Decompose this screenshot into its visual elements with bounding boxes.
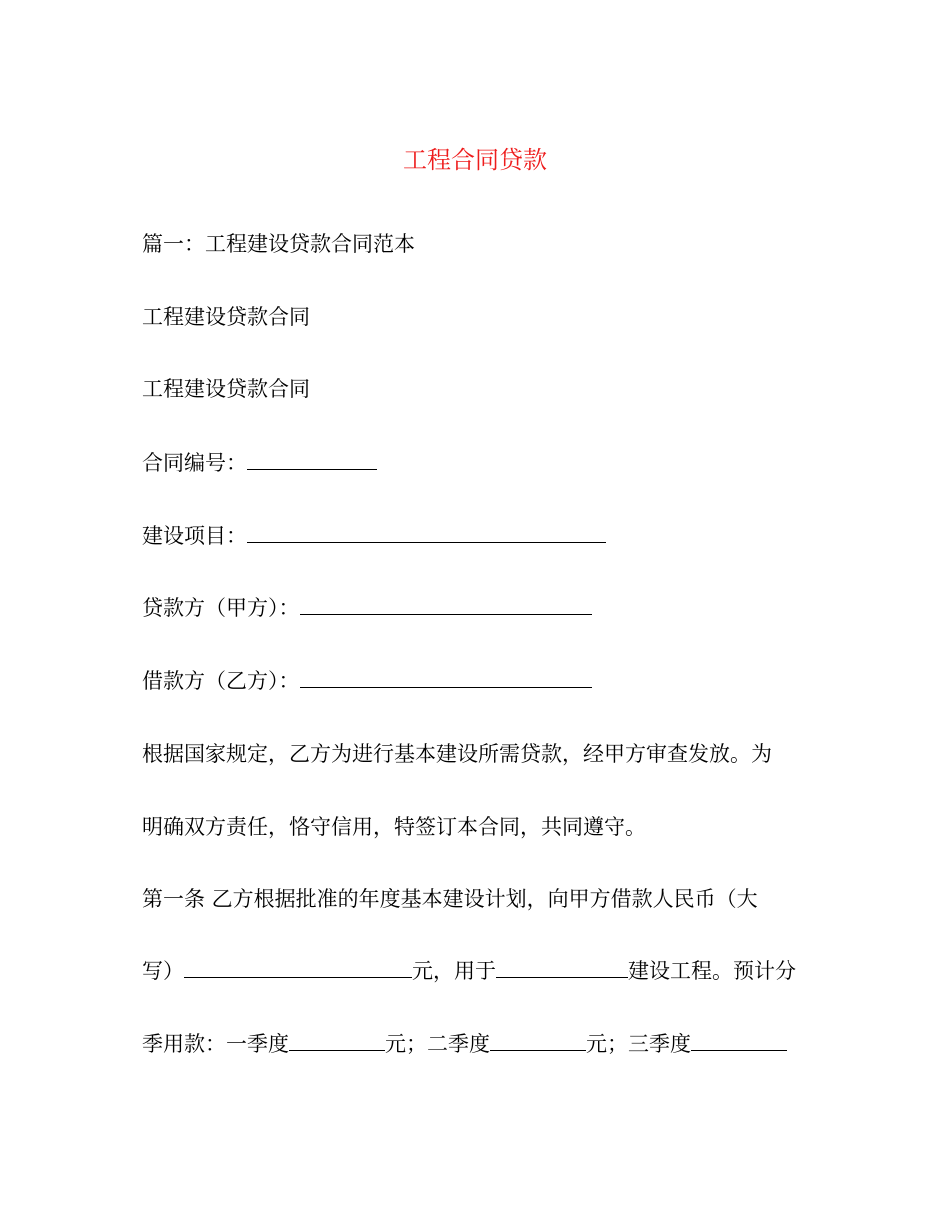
quarterly-usage-row [142, 1029, 787, 1059]
contract-number-row [142, 448, 377, 478]
project-blank[interactable] [247, 522, 606, 543]
quarter-one-blank[interactable] [289, 1030, 385, 1051]
contract-number-blank[interactable] [247, 449, 377, 470]
borrower-label: 借款方（乙方）： [142, 669, 300, 693]
quarter-one-label: 季用款：一季度 [142, 1032, 289, 1056]
article-one-amount-row [142, 956, 796, 986]
borrower-blank[interactable] [300, 667, 592, 688]
contract-subheading: 工程建设贷款合同 [142, 377, 310, 401]
contract-number-label: 合同编号： [142, 451, 247, 475]
chapter-heading: 篇一：工程建设贷款合同范本 [142, 232, 415, 256]
project-use-blank[interactable] [496, 957, 628, 978]
paragraph-line: 明确双方责任，恪守信用，特签订本合同，共同遵守。 [142, 815, 646, 839]
quarter-three-blank[interactable] [691, 1030, 787, 1051]
project-row [142, 521, 606, 551]
quarter-two-blank[interactable] [490, 1030, 586, 1051]
amount-blank[interactable] [184, 957, 412, 978]
paragraph-line: 根据国家规定，乙方为进行基本建设所需贷款，经甲方审查发放。为 [142, 742, 772, 766]
article-one-line: 第一条 乙方根据批准的年度基本建设计划，向甲方借款人民币（大 [142, 887, 758, 911]
lender-blank[interactable] [300, 594, 592, 615]
document-title: 工程合同贷款 [403, 146, 547, 174]
quarter-two-label: 元；二季度 [385, 1032, 490, 1056]
amount-suffix: 元，用于 [412, 959, 496, 983]
project-label: 建设项目： [142, 524, 247, 548]
quarter-three-label: 元；三季度 [586, 1032, 691, 1056]
project-use-suffix: 建设工程。预计分 [628, 959, 796, 983]
amount-prefix: 写） [142, 959, 184, 983]
borrower-row [142, 666, 592, 696]
lender-label: 贷款方（甲方）： [142, 596, 300, 620]
lender-row [142, 593, 592, 623]
contract-heading: 工程建设贷款合同 [142, 305, 310, 329]
